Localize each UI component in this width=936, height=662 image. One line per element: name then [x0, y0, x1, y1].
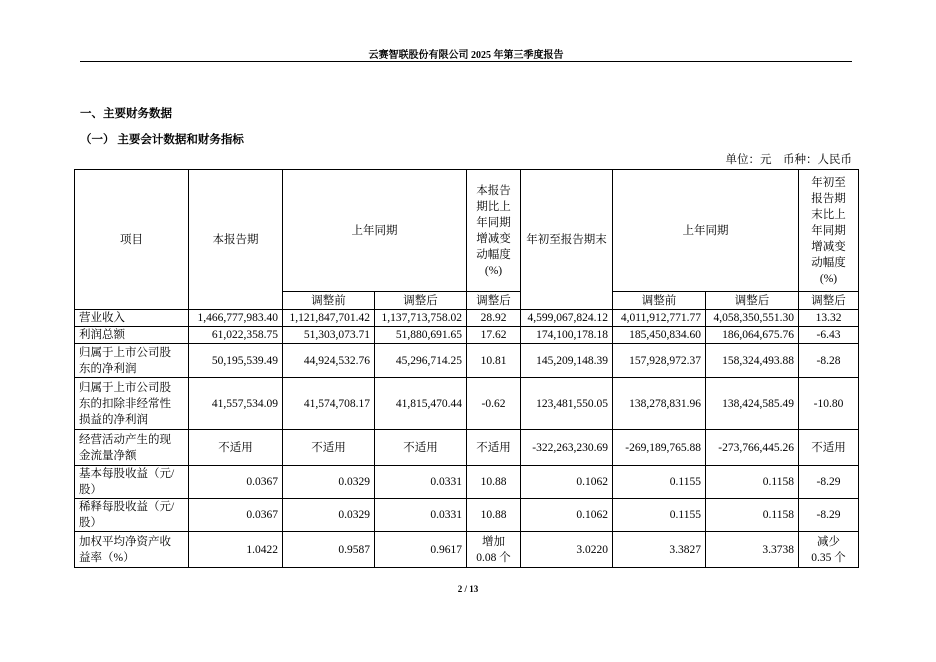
row-value: 不适用: [375, 430, 467, 466]
row-value: -6.43: [799, 327, 859, 344]
row-value: 0.1155: [613, 466, 706, 499]
head-prior-ytd: 上年同期: [613, 170, 799, 292]
row-value: 28.92: [467, 310, 521, 327]
row-value: 0.0331: [375, 499, 467, 532]
row-value: 44,924,532.76: [283, 344, 375, 378]
row-label: 加权平均净资产收 益率（%）: [75, 532, 189, 568]
head-before-2: 调整前: [613, 292, 706, 310]
head-current-period: 本报告期: [189, 170, 283, 310]
row-value: 0.9587: [283, 532, 375, 568]
row-value: 1,466,777,983.40: [189, 310, 283, 327]
row-value: -8.28: [799, 344, 859, 378]
table-row: [75, 327, 859, 344]
row-value: 0.0367: [189, 499, 283, 532]
row-value: -10.80: [799, 378, 859, 430]
row-label: 稀释每股收益（元/ 股）: [75, 499, 189, 532]
row-value: 减少 0.35 个: [799, 532, 859, 568]
row-value: 41,574,708.17: [283, 378, 375, 430]
unit-note: 单位：元 币种：人民币: [725, 154, 852, 166]
row-value: 1,121,847,701.42: [283, 310, 375, 327]
row-value: 10.88: [467, 466, 521, 499]
row-value: 0.0329: [283, 499, 375, 532]
financial-data-table: [74, 169, 859, 568]
row-value: 41,815,470.44: [375, 378, 467, 430]
table-row: [75, 466, 859, 499]
row-value: 0.0331: [375, 466, 467, 499]
row-value: 61,022,358.75: [189, 327, 283, 344]
table-row: [75, 532, 859, 568]
subsection-title: （一） 主要会计数据和财务指标: [80, 134, 244, 146]
row-value: 不适用: [189, 430, 283, 466]
row-value: 10.81: [467, 344, 521, 378]
head-item: 项目: [75, 170, 189, 310]
row-value: 4,011,912,771.77: [613, 310, 706, 327]
head-before: 调整前: [283, 292, 375, 310]
row-label: 经营活动产生的现 金流量净额: [75, 430, 189, 466]
row-value: 185,450,834.60: [613, 327, 706, 344]
table-row: [75, 430, 859, 466]
row-label: 归属于上市公司股 东的扣除非经常性 损益的净利润: [75, 378, 189, 430]
page-number: 2 / 13: [457, 584, 479, 594]
row-value: 0.0329: [283, 466, 375, 499]
row-value: 10.88: [467, 499, 521, 532]
row-value: 138,278,831.96: [613, 378, 706, 430]
row-label: 利润总额: [75, 327, 189, 344]
row-value: 增加 0.08 个: [467, 532, 521, 568]
row-value: 157,928,972.37: [613, 344, 706, 378]
row-value: 174,100,178.18: [521, 327, 613, 344]
row-value: 0.1062: [521, 499, 613, 532]
row-value: 1.0422: [189, 532, 283, 568]
row-value: 4,599,067,824.12: [521, 310, 613, 327]
row-value: 0.1155: [613, 499, 706, 532]
row-value: 158,324,493.88: [706, 344, 799, 378]
head-ytd: 年初至报告期末: [521, 170, 613, 310]
row-value: 13.32: [799, 310, 859, 327]
row-label: 归属于上市公司股 东的净利润: [75, 344, 189, 378]
row-value: 不适用: [467, 430, 521, 466]
row-value: -269,189,765.88: [613, 430, 706, 466]
row-value: -8.29: [799, 466, 859, 499]
row-value: 186,064,675.76: [706, 327, 799, 344]
row-value: 138,424,585.49: [706, 378, 799, 430]
row-value: -0.62: [467, 378, 521, 430]
head-after: 调整后: [375, 292, 467, 310]
head-prior-period: 上年同期: [283, 170, 467, 292]
row-value: 50,195,539.49: [189, 344, 283, 378]
row-value: 123,481,550.05: [521, 378, 613, 430]
row-value: 不适用: [283, 430, 375, 466]
row-value: 3.0220: [521, 532, 613, 568]
row-value: 145,209,148.39: [521, 344, 613, 378]
row-value: -322,263,230.69: [521, 430, 613, 466]
table-row: [75, 310, 859, 327]
row-value: 3.3827: [613, 532, 706, 568]
report-header: 云赛智联股份有限公司 2025 年第三季度报告: [368, 50, 564, 61]
row-value: 51,880,691.65: [375, 327, 467, 344]
row-label: 基本每股收益（元/ 股）: [75, 466, 189, 499]
row-value: 0.1158: [706, 499, 799, 532]
row-value: -273,766,445.26: [706, 430, 799, 466]
row-value: 0.0367: [189, 466, 283, 499]
row-value: 41,557,534.09: [189, 378, 283, 430]
head-after-2: 调整后: [706, 292, 799, 310]
row-value: 1,137,713,758.02: [375, 310, 467, 327]
table-row: [75, 344, 859, 378]
row-value: 0.1158: [706, 466, 799, 499]
row-value: 17.62: [467, 327, 521, 344]
row-value: 45,296,714.25: [375, 344, 467, 378]
head-change: 本报告 期比上 年同期 增减变 动幅度 (%): [467, 170, 521, 292]
section-title: 一、主要财务数据: [80, 108, 172, 120]
header-rule: [80, 61, 852, 62]
row-value: 4,058,350,551.30: [706, 310, 799, 327]
row-value: 0.9617: [375, 532, 467, 568]
row-value: 51,303,073.71: [283, 327, 375, 344]
head-change-sub: 调整后: [467, 292, 521, 310]
row-value: 3.3738: [706, 532, 799, 568]
row-value: 0.1062: [521, 466, 613, 499]
table-row: [75, 378, 859, 430]
table-row: [75, 499, 859, 532]
row-label: 营业收入: [75, 310, 189, 327]
row-value: 不适用: [799, 430, 859, 466]
row-value: -8.29: [799, 499, 859, 532]
head-ytd-change: 年初至 报告期 末比上 年同期 增减变 动幅度 (%): [799, 170, 859, 292]
head-ytd-change-sub: 调整后: [799, 292, 859, 310]
